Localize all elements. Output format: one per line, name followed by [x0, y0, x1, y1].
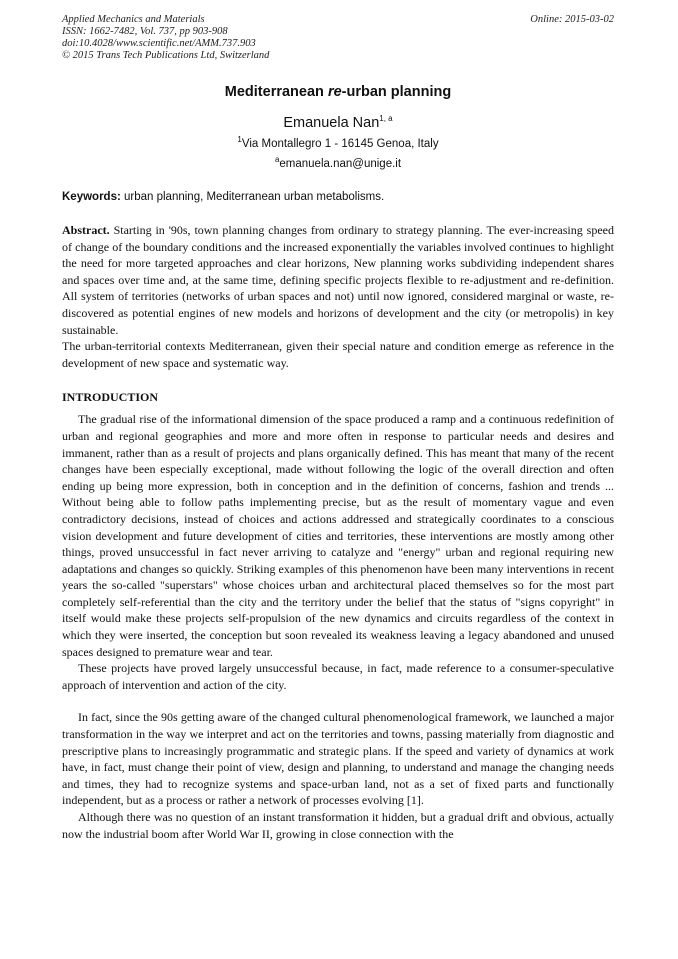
author-email: $^a$emanuela.nan@unige.it [274, 155, 402, 170]
abstract-paragraph-2: The urban-territorial contexts Mediterranean, given their special nature and condition emerge as reference in the development of new space and systematic way. [62, 339, 614, 370]
paper-title: Mediterranean re-urban planning [224, 84, 452, 100]
body-paragraph: In fact, since the 90s getting aware of the changed cultural phenomenological framework, we launched a major transformation in the way we interpret and act on the territories and towns, passing materially from diagnostic and prescriptive plans to increasingly programmatic and strategic plans. If the speed and variety of dynamics at work have, in fact, must change their point of view, design and planning, to understand and manage the changing needs and times, they had to recognize systems and space-urban land, not as a set of fixed parts and functionally independent, but as a process or rather a network of processes evolving [1]. [62, 710, 614, 808]
online-date: Online: 2015-03-02 [530, 14, 614, 25]
author-name: Emanuela Nan$^{1, a}$ [283, 114, 393, 131]
journal-header [62, 14, 614, 64]
abstract-paragraph: Abstract. Starting in '90s, town planning changes from ordinary to strategy planning. The ever-increasing speed of change of the boundary conditions and the increased exponentially the variables involved continues to highlight the need for more targeted approaches and clear horizons, New planning works subdividing independent shares and spaces over time and, at the same time, defining specific projects flexible to re-adjustment and re-definition. All system of territories (networks of urban spaces and not) until now ignored, considered marginal or waste, re-discovered as potential engines of new models and horizons of development and the city (or metropolis) in key sustainable. [62, 223, 614, 337]
issn-line: ISSN: 1662-7482, Vol. 737, pp 903-908 [62, 26, 228, 37]
doi-line: doi:10.4028/www.scientific.net/AMM.737.903 [62, 38, 256, 49]
keywords: Keywords: urban planning, Mediterranean urban metabolisms. [62, 191, 385, 203]
paragraph-gap [62, 693, 614, 709]
abstract [62, 222, 614, 371]
journal-name: Applied Mechanics and Materials [62, 14, 205, 25]
paper-page [62, 14, 614, 842]
body-paragraph: Although there was no question of an instant transformation it hidden, but a gradual drift and obvious, actually now the industrial boom after World War II, growing in close connection with the [62, 810, 614, 841]
section-heading-introduction: INTRODUCTION [62, 390, 159, 405]
body-paragraph: These projects have proved largely unsuccessful because, in fact, made reference to a consumer-speculative approach of intervention and action of the city. [62, 661, 614, 692]
copyright-line: © 2015 Trans Tech Publications Ltd, Switzerland [62, 50, 270, 61]
affiliation: $^1$Via Montallegro 1 - 16145 Genoa, Italy [237, 135, 439, 150]
introduction-body [62, 411, 614, 842]
body-paragraph: The gradual rise of the informational dimension of the space produced a ramp and a continuous redefinition of urban and regional geographies and more and more often in response to particular needs and desires and immanent, rather than as a result of projects and plans organically defined. This has meant that many of the recent changes have been especially exceptional, made without following the logic of the overall direction and often ending up being more expression, both in conception and in the definition of concerns, fashion and trends ... Without being able to follow paths implementing precise, but as the result of momentary vague and even contradictory decisions, instead of choices and actions addressed and strategically coordinates to a conscious vision development and future development of cities and territories, these interventions are mostly among other things, proved unsuccessful in fact never arriving to catalyze and "energy" urban and regional requiring new adaptations and changes so quickly. Striking examples of this phenomenon have been many interventions in recent years the so-called "superstars" whose choices urban and architectural placed themselves so for the most part completely self-referential than the city and the territory under the belief that the status of "signs copyright" in itself would make these projects self-propulsion of the new dynamics and circuits regardless of the context in which they were inserted, the conception but soon revealed its weakness leaving a legacy abandoned and unused spaces designed to premature wear and tear. [62, 412, 614, 659]
